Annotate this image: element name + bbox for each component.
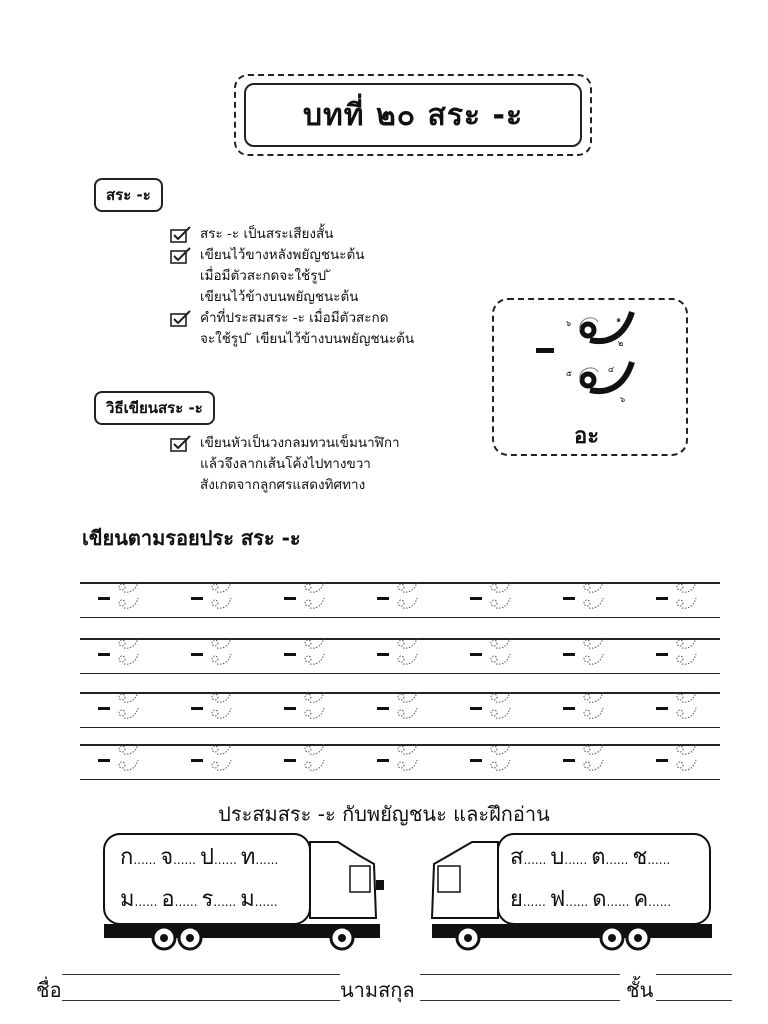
dotted-vowel-glyph: [577, 686, 617, 728]
dash-mark: [470, 707, 482, 710]
tracing-cell[interactable]: [656, 738, 712, 780]
tracing-cell[interactable]: [563, 686, 619, 728]
consonant: ย: [510, 887, 523, 912]
dotted-vowel-glyph: [577, 738, 617, 780]
method-text: เขียนหัวเป็นวงกลมทวนเข็มนาฬิกา แล้วจึงลากเส้นโค้งไปทางขวา สังเกตจากลูกศรแสดงทิศทาง: [200, 435, 400, 493]
stroke-number: ๒: [618, 339, 624, 348]
dash-mark: [536, 348, 554, 353]
dash-mark: [563, 597, 575, 600]
consonant: ฟ: [549, 887, 566, 912]
fill-blank-dots: ......: [647, 853, 671, 867]
syllable-row: [120, 880, 282, 922]
right-truck: [428, 826, 718, 962]
fill-blank-dots: ......: [522, 895, 546, 909]
name-label: ชื่อ: [36, 978, 62, 1002]
consonant: ร: [201, 887, 214, 912]
tracing-cell[interactable]: [377, 738, 433, 780]
method-item: [170, 433, 470, 496]
title-frame-inner: [244, 83, 582, 147]
name-field[interactable]: [62, 1000, 340, 1001]
dash-mark: [191, 597, 203, 600]
dash-mark: [656, 759, 668, 762]
dotted-vowel-glyph: [298, 632, 338, 674]
surname-field[interactable]: [420, 1000, 620, 1001]
consonant: อ: [161, 887, 175, 912]
dotted-vowel-glyph: [670, 576, 710, 618]
syllable-blank[interactable]: [120, 880, 157, 922]
consonant: ส: [510, 845, 524, 870]
vowel-example-word: อะ: [574, 424, 600, 449]
dotted-vowel-glyph: [391, 632, 431, 674]
fill-blank-dots: ......: [606, 895, 630, 909]
tracing-cell[interactable]: [470, 686, 526, 728]
section-label-vowel: สระ -ะ: [94, 178, 163, 212]
consonant: ต: [591, 845, 606, 870]
checkbox-checked-icon: [170, 247, 192, 265]
dash-mark: [98, 759, 110, 762]
dotted-vowel-glyph: [391, 686, 431, 728]
dotted-vowel-glyph: [205, 686, 245, 728]
checkbox-checked-icon: [170, 435, 192, 453]
dotted-vowel-glyph: [205, 632, 245, 674]
dash-mark: [191, 653, 203, 656]
surname-label: นามสกุล: [340, 978, 415, 1002]
dotted-vowel-glyph: [391, 738, 431, 780]
fill-blank-dots: ......: [255, 853, 279, 867]
dash-mark: [377, 759, 389, 762]
dotted-vowel-glyph: [205, 576, 245, 618]
right-truck-syllables: [510, 838, 675, 922]
dash-mark: [377, 653, 389, 656]
fill-blank-dots: ......: [648, 895, 672, 909]
dash-mark: [98, 707, 110, 710]
rule-item: [170, 224, 480, 245]
dotted-vowel-glyph: [112, 738, 152, 780]
title-frame: [234, 74, 592, 156]
fill-blank-dots: ......: [213, 853, 237, 867]
dash-mark: [656, 597, 668, 600]
dash-mark: [656, 707, 668, 710]
dash-mark: [284, 707, 296, 710]
dotted-vowel-glyph: [298, 738, 338, 780]
tracing-cell[interactable]: [377, 632, 433, 674]
rule-item: [170, 308, 480, 350]
tracing-cell[interactable]: [191, 632, 247, 674]
tracing-cell[interactable]: [563, 576, 619, 618]
consonant: ค: [633, 887, 649, 912]
dash-mark: [284, 597, 296, 600]
checkbox-checked-icon: [170, 226, 192, 244]
tracing-cell[interactable]: [377, 576, 433, 618]
fill-blank-dots: ......: [254, 895, 278, 909]
fill-blank-dots: ......: [565, 895, 589, 909]
tracing-row: [80, 738, 720, 780]
tracing-cell[interactable]: [563, 738, 619, 780]
dash-mark: [98, 597, 110, 600]
tracing-cell[interactable]: [284, 632, 340, 674]
dash-mark: [191, 707, 203, 710]
syllable-row: [120, 838, 282, 880]
fill-blank-dots: ......: [564, 853, 588, 867]
dash-mark: [377, 597, 389, 600]
dotted-vowel-glyph: [298, 576, 338, 618]
checkbox-checked-icon: [170, 310, 192, 328]
syllable-blank[interactable]: [592, 880, 629, 922]
dotted-vowel-glyph: [577, 632, 617, 674]
tracing-row: [80, 632, 720, 674]
tracing-cell[interactable]: [656, 686, 712, 728]
tracing-cell[interactable]: [470, 576, 526, 618]
fill-blank-dots: ......: [173, 853, 196, 867]
stroke-number: ๖: [566, 319, 572, 328]
tracing-cell[interactable]: [470, 632, 526, 674]
page-title: บทที่ ๒๐ สระ -ะ: [302, 97, 524, 133]
tracing-cell[interactable]: [191, 686, 247, 728]
dash-mark: [563, 759, 575, 762]
syllable-blank[interactable]: [200, 838, 237, 880]
tracing-row: [80, 686, 720, 728]
tracing-cell[interactable]: [98, 576, 154, 618]
consonant: ท: [240, 845, 256, 870]
tracing-cell[interactable]: [284, 576, 340, 618]
dash-mark: [470, 597, 482, 600]
consonant: จ: [160, 845, 174, 870]
section-label-writing-method: วิธีเขียนสระ -ะ: [94, 391, 215, 425]
syllable-row: [510, 880, 675, 922]
syllable-blank[interactable]: [241, 838, 278, 880]
consonant: ด: [592, 887, 607, 912]
class-label: ชั้น: [626, 978, 654, 1002]
syllable-blank[interactable]: [632, 838, 670, 880]
dash-mark: [191, 759, 203, 762]
lower-vowel-glyph: [580, 362, 632, 391]
fill-blank-dots: ......: [213, 895, 237, 909]
combine-heading: ประสมสระ -ะ กับพยัญชนะ และฝึกอ่าน: [218, 802, 550, 826]
dotted-vowel-glyph: [205, 738, 245, 780]
dash-mark: [563, 707, 575, 710]
consonant: ช: [632, 845, 648, 870]
dash-mark: [284, 759, 296, 762]
upper-vowel-glyph: [580, 312, 632, 341]
dotted-vowel-glyph: [484, 686, 524, 728]
tracing-cell[interactable]: [98, 738, 154, 780]
syllable-row: [510, 838, 675, 880]
fill-blank-dots: ......: [523, 853, 547, 867]
writing-method-list: [170, 433, 470, 496]
dash-mark: [563, 653, 575, 656]
dash-mark: [284, 653, 296, 656]
tracing-cell[interactable]: [656, 632, 712, 674]
dash-mark: [470, 653, 482, 656]
tracing-row: [80, 576, 720, 618]
left-truck: [98, 826, 388, 962]
fill-blank-dots: ......: [605, 853, 629, 867]
dotted-vowel-glyph: [670, 686, 710, 728]
syllable-blank[interactable]: [550, 880, 588, 922]
dotted-vowel-glyph: [112, 686, 152, 728]
syllable-blank[interactable]: [160, 838, 196, 880]
rule-text: คำที่ประสมสระ -ะ เมื่อมีตัวสะกด จะใช้รูป ั เขียนไว้ข้างบนพยัญชนะต้น: [200, 310, 415, 347]
syllable-blank[interactable]: [510, 838, 546, 880]
dotted-vowel-glyph: [112, 576, 152, 618]
rule-text: สระ -ะ เป็นสระเสียงสั้น: [200, 226, 334, 242]
tracing-cell[interactable]: [563, 632, 619, 674]
tracing-cell[interactable]: [377, 686, 433, 728]
dotted-vowel-glyph: [484, 738, 524, 780]
fill-blank-dots: ......: [174, 895, 198, 909]
dotted-vowel-glyph: [112, 632, 152, 674]
student-info-footer: [36, 968, 736, 1008]
syllable-blank[interactable]: [633, 880, 671, 922]
tracing-cell[interactable]: [191, 576, 247, 618]
tracing-cell[interactable]: [98, 686, 154, 728]
rule-item: [170, 245, 480, 308]
dotted-vowel-glyph: [298, 686, 338, 728]
syllable-blank[interactable]: [510, 880, 546, 922]
dotted-vowel-glyph: [670, 738, 710, 780]
syllable-blank[interactable]: [202, 880, 237, 922]
consonant: บ: [550, 845, 565, 870]
stroke-number: ๖: [620, 395, 626, 404]
dotted-vowel-glyph: [391, 576, 431, 618]
dotted-vowel-glyph: [484, 576, 524, 618]
tracing-cell[interactable]: [284, 686, 340, 728]
consonant: ก: [120, 845, 134, 870]
syllable-blank[interactable]: [161, 880, 197, 922]
rule-text: เขียนไว้ขางหลังพยัญชนะต้น เมื่อมีตัวสะกดจะใช้รูป ั เขียนไว้ข้างบนพยัญชนะต้น: [200, 247, 365, 305]
syllable-blank[interactable]: [591, 838, 628, 880]
dash-mark: [98, 653, 110, 656]
stroke-number: ๕: [566, 369, 573, 378]
class-field[interactable]: [656, 1000, 732, 1001]
dash-mark: [377, 707, 389, 710]
left-truck-syllables: [120, 838, 282, 922]
consonant: ม: [240, 887, 255, 912]
fill-blank-dots: ......: [133, 853, 157, 867]
tracing-cell[interactable]: [284, 738, 340, 780]
tracing-cell[interactable]: [470, 738, 526, 780]
syllable-blank[interactable]: [240, 880, 277, 922]
tracing-cell[interactable]: [98, 632, 154, 674]
dash-mark: [656, 653, 668, 656]
dash-mark: [470, 759, 482, 762]
practice-heading: เขียนตามรอยประ สระ -ะ: [82, 526, 301, 550]
vowel-rules-list: [170, 224, 480, 350]
fill-blank-dots: ......: [134, 895, 158, 909]
consonant: ม: [120, 887, 135, 912]
syllable-blank[interactable]: [120, 838, 156, 880]
consonant: ป: [200, 845, 214, 870]
stroke-number: ๑: [616, 315, 622, 324]
tracing-cell[interactable]: [656, 576, 712, 618]
stroke-number: ๔: [608, 365, 615, 374]
tracing-cell[interactable]: [191, 738, 247, 780]
dotted-vowel-glyph: [484, 632, 524, 674]
dotted-vowel-glyph: [670, 632, 710, 674]
dotted-vowel-glyph: [577, 576, 617, 618]
syllable-blank[interactable]: [550, 838, 587, 880]
